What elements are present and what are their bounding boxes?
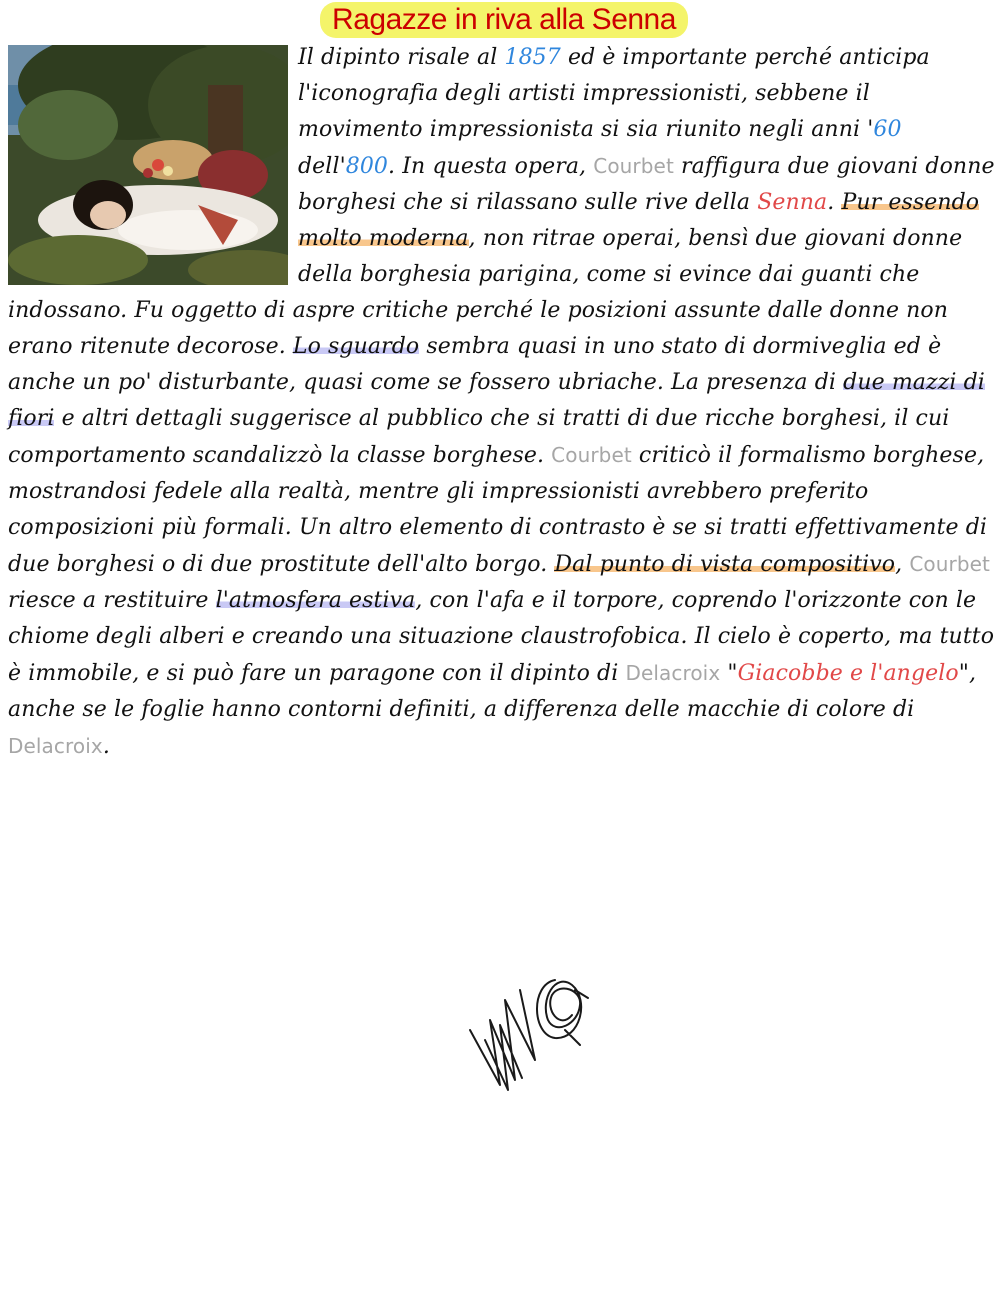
title-container: [314, 2, 694, 38]
text-segment: Il dipinto risale al: [298, 45, 505, 70]
text-segment: ", anche se le foglie hanno contorni definiti, a differenza delle macchie di colore di: [8, 661, 977, 722]
highlight-sguardo: Lo sguardo: [292, 334, 420, 359]
artist-delacroix: Delacroix: [8, 734, 103, 758]
year-60: 60: [873, 117, 902, 142]
text-segment: criticò il formalismo borghese, mostrandosi fedele alla realtà, mentre gli impressionisti avrebbero preferito composizioni più formali. Un altro elemento di contrasto è se si tratti effettivamente di due borghesi o di due prostitute dell'alto borgo.: [8, 443, 988, 577]
artist-courbet: Courbet: [551, 443, 632, 467]
scribble-drawing: [460, 960, 610, 1100]
image-float-spacer: [8, 40, 298, 290]
handwritten-no-scribble: [460, 960, 610, 1100]
article-body: [8, 40, 1000, 765]
text-segment: ": [720, 661, 738, 686]
year-800: 800: [345, 154, 389, 179]
text-segment: .: [102, 734, 110, 759]
text-segment: , con l'afa e il torpore, coprendo l'orizzonte con le chiome degli alberi e creando una situazione claustrofobica. Il cielo è coperto, ma tutto è immobile, e si può fare un paragone con il dipinto di: [8, 588, 995, 686]
artist-courbet: Courbet: [909, 552, 990, 576]
place-senna: Senna: [757, 190, 828, 215]
work-giacobbe-angelo: Giacobbe e l'angelo: [737, 661, 959, 686]
text-segment: ed è importante perché anticipa l'iconografia degli artisti impressionisti, sebbene il movimento impressionista si sia riunito negli anni ': [298, 45, 930, 142]
text-segment: .: [827, 190, 842, 215]
year-1857: 1857: [504, 45, 561, 70]
text-segment: raffigura due giovani donne borghesi che si rilassano sulle rive della: [298, 154, 995, 215]
text-segment: sembra quasi in uno stato di dormiveglia ed è anche un po' disturbante, quasi come se fossero ubriache. La presenza di: [8, 334, 942, 395]
artist-delacroix: Delacroix: [625, 661, 721, 685]
text-segment: ,: [895, 552, 910, 577]
highlight-atmosfera-estiva: l'atmosfera estiva: [215, 588, 416, 613]
text-segment: e altri dettagli suggerisce al pubblico che si tratti di due ricche borghesi, il cui comportamento scandalizzò la classe borghese.: [8, 406, 950, 468]
artist-courbet: Courbet: [593, 154, 674, 178]
text-segment: dell': [298, 154, 346, 179]
highlight-moderna: Pur essendo molto moderna: [298, 190, 980, 251]
page-title: Ragazze in riva alla Senna: [320, 2, 688, 38]
text-segment: riesce a restituire: [8, 588, 216, 613]
highlight-mazzi-fiori: due mazzi di fiori: [8, 370, 985, 431]
highlight-compositivo: Dal punto di vista compositivo: [554, 552, 896, 577]
text-segment: . In questa opera,: [388, 154, 594, 179]
text-segment: , non ritrae operai, bensì due giovani donne della borghesia parigina, come si evince dai guanti che indossano. Fu oggetto di aspre critiche perché le posizioni assunte dalle donne non erano ritenute decorose.: [8, 226, 963, 359]
